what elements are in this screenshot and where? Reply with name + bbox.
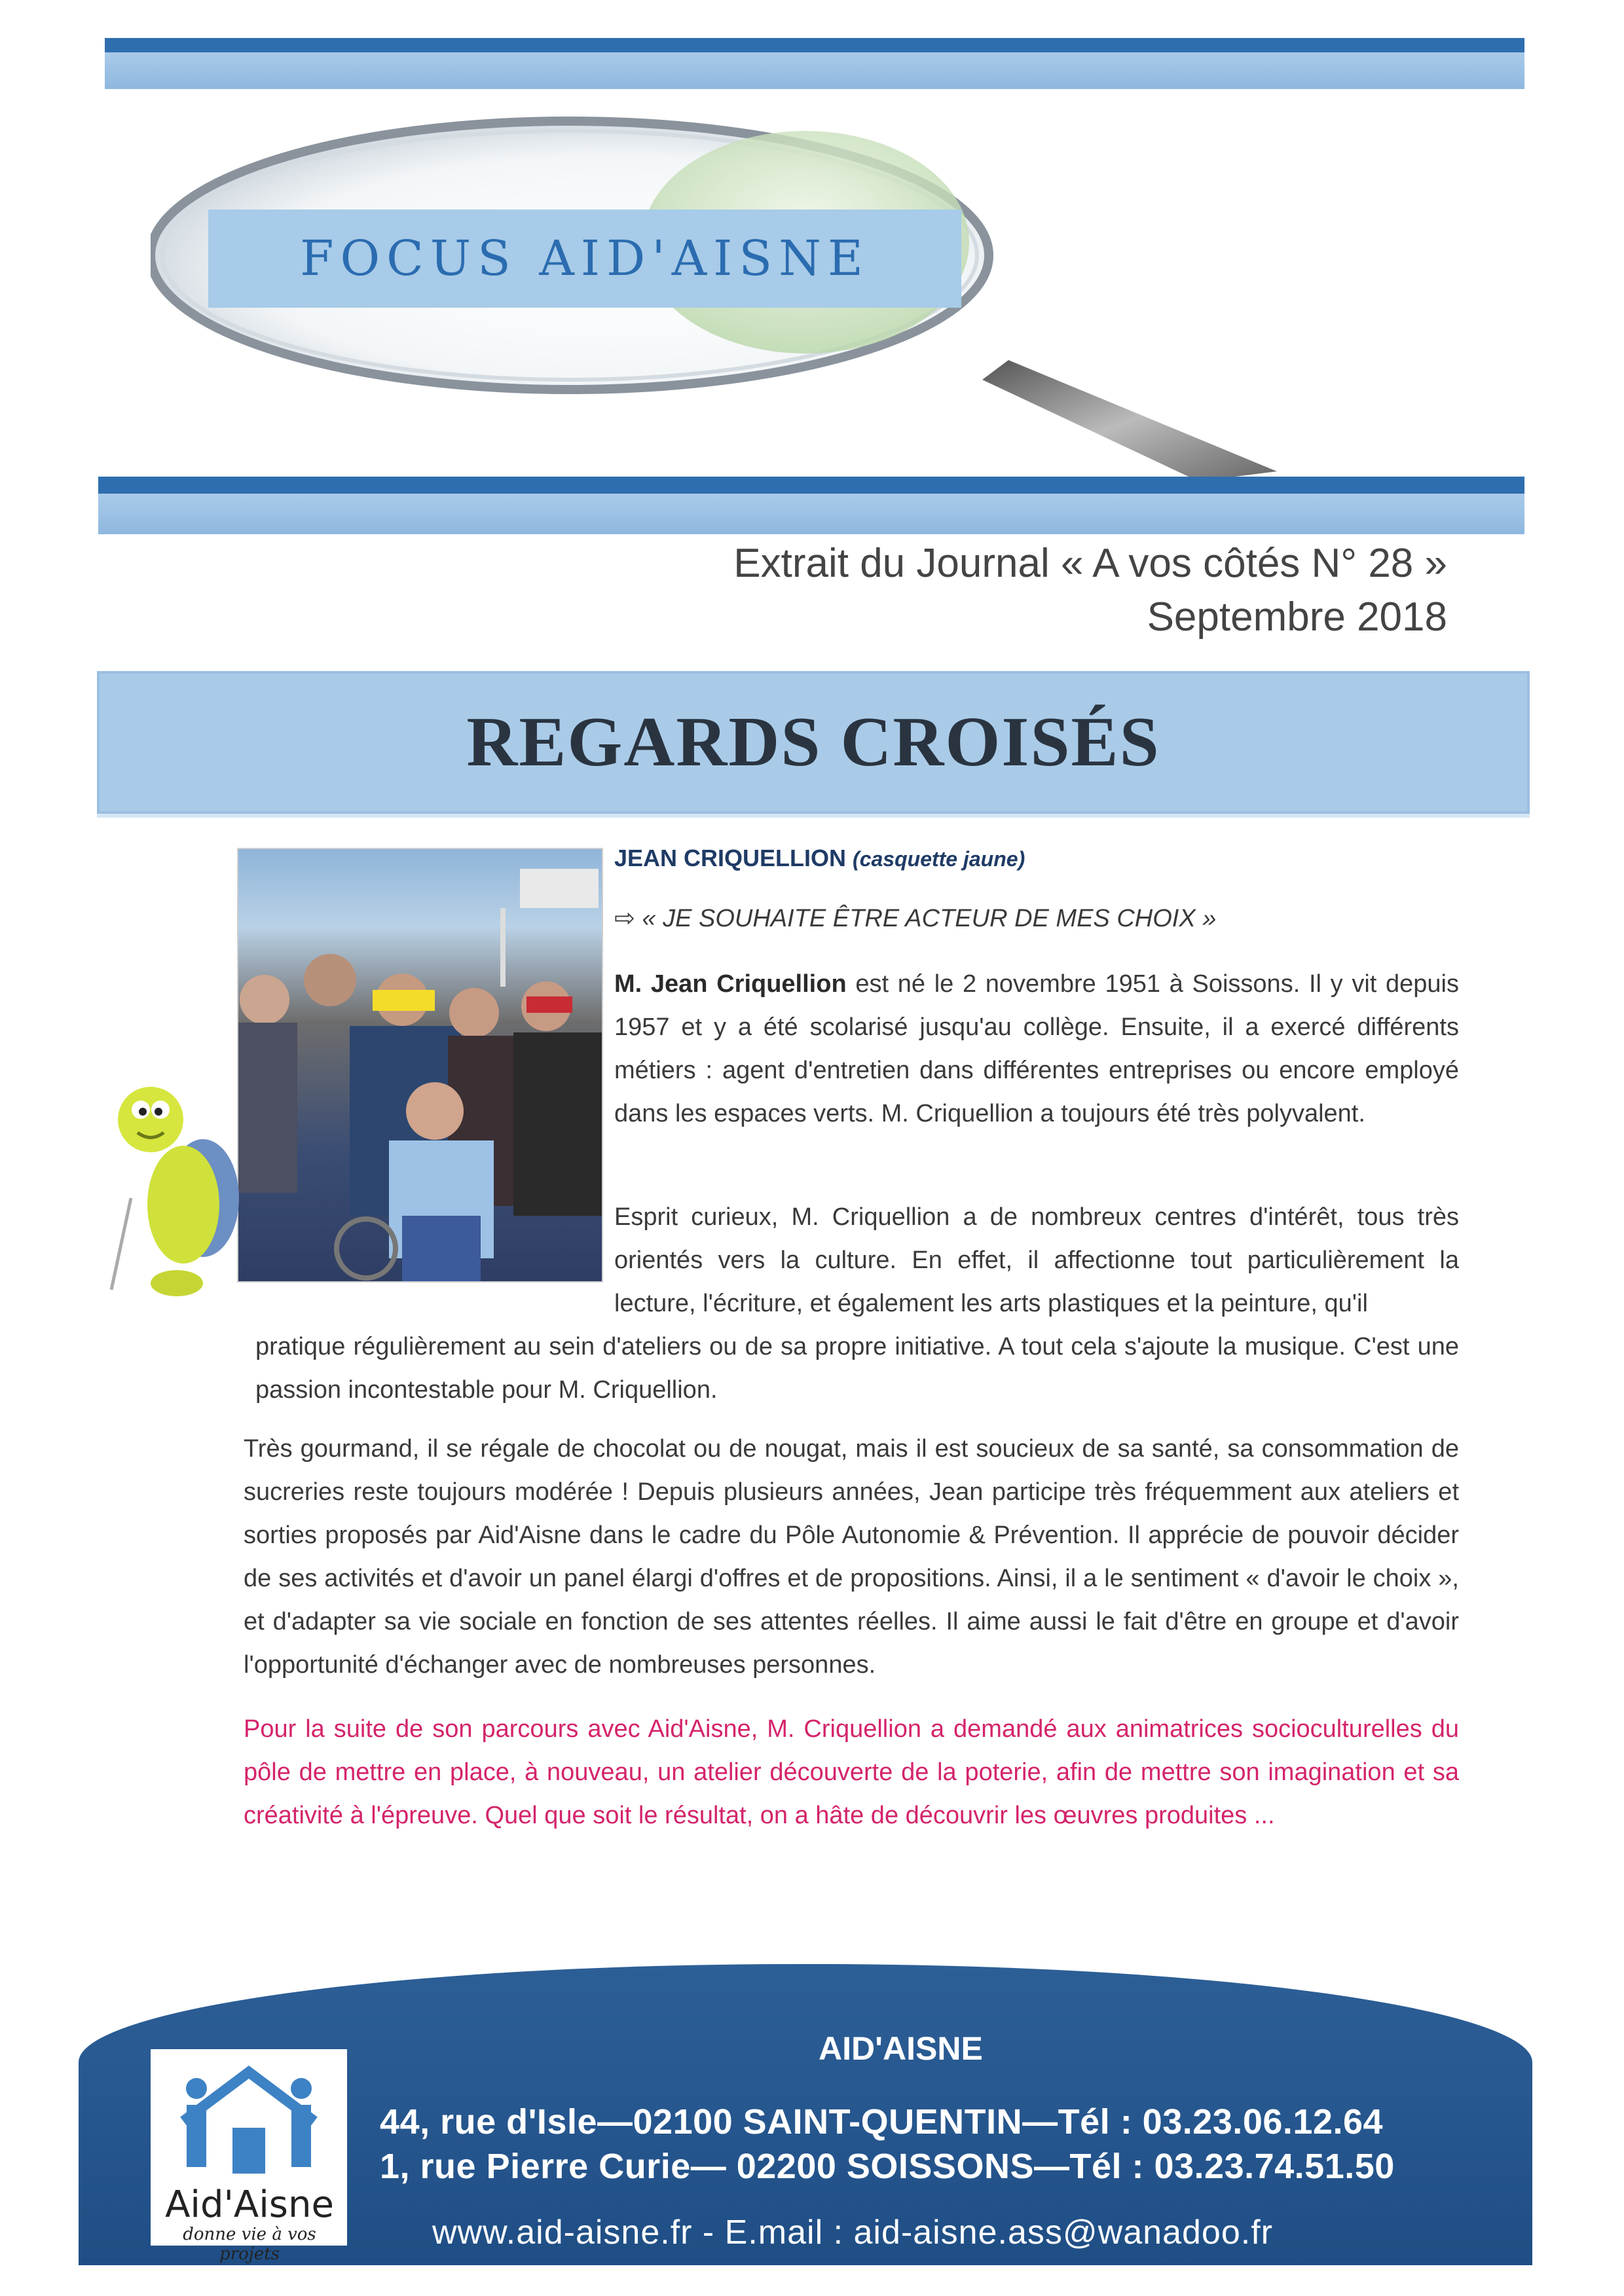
issue-date: Septembre 2018 [1147,594,1447,640]
issue-line: Extrait du Journal « A vos côtés N° 28 » [733,541,1447,586]
section-title: REGARDS CROISÉS [466,703,1160,781]
person-name: JEAN CRIQUELLION [614,845,847,871]
section-title-box [97,671,1530,814]
person-quote: ⇨ « JE SOUHAITE ÊTRE ACTEUR DE MES CHOIX » [614,905,1217,932]
paragraph-1 [614,962,1459,1135]
paragraph-4-highlight: Pour la suite de son parcours avec Aid'Aisne, M. Criquellion a demandé aux animatrices socioculturelles du pôle de mettre en place, à nouveau, un atelier découverte de la poterie, afin de mettre son imagination et sa créativité à l'épreuve. Quel que soit le résultat, on a hâte de découvrir les œuvres produites ... [244,1715,1459,1829]
paragraph-1-text: est né le 2 novembre 1951 à Soissons. Il y vit depuis 1957 et y a été scolarisé jusqu'au collège. Ensuite, il a exercé différents métiers : agent d'entretien dans différentes entreprises ou encore employé dans les espaces verts. M. Criquellion a toujours été très polyvalent. [614,970,1459,1127]
logo-text: Aid'Aisne [165,2183,334,2226]
header-band-light [105,52,1524,89]
paragraph-2-part-2: pratique régulièrement au sein d'ateliers ou de sa propre initiative. A tout cela s'ajoute la musique. C'est une passion incontestable pour M. Criquellion. [255,1333,1459,1404]
paragraph-3: Très gourmand, il se régale de chocolat ou de nougat, mais il est soucieux de sa santé, sa consommation de sucreries reste toujours modérée ! Depuis plusieurs années, Jean participe très fréquemment aux ateliers et sorties proposés par Aid'Aisne dans le cadre du Pôle Autonomie & Prévention. Il apprécie de pouvoir décider de ses activités et d'avoir un panel élargi d'offres et de propositions. Ainsi, il a le sentiment « d'avoir le choix », et d'adapter sa vie sociale en fonction de ses attentes réelles. Il aime aussi le fait d'être en groupe et d'avoir l'opportunité d'échanger avec de nombreuses personnes. [244,1435,1459,1679]
mid-band-dark [98,477,1524,494]
person-subtitle: (casquette jaune) [853,847,1025,871]
header-band-dark [105,38,1524,52]
issue-info [733,537,1447,644]
footer-address-soissons: 1, rue Pierre Curie— 02200 SOISSONS—Tél : 03.23.74.51.50 [380,2147,1395,2186]
turtle-mascot-icon [105,1048,249,1309]
logo-tagline: donne vie à vos projets [183,2225,316,2264]
paragraph-1-lead: M. Jean Criquellion [614,970,847,998]
footer-org-name: AID'AISNE [819,2030,983,2067]
aid-aisne-logo [151,2049,347,2264]
footer-address-saint-quentin: 44, rue d'Isle—02100 SAINT-QUENTIN—Tél : 03.23.06.12.64 [380,2102,1384,2141]
paragraph-2-part-1: Esprit curieux, M. Criquellion a de nombreux centres d'intérêt, tous très orientés vers la culture. En effet, il affectionne tout particulièrement la lecture, l'écriture, et également les arts plastiques et la peinture, qu'il [614,1203,1459,1317]
mid-band-light [98,494,1524,534]
footer-web-email[interactable]: www.aid-aisne.fr - E.mail : aid-aisne.ass@wanadoo.fr [432,2214,1273,2251]
focus-title: FOCUS AID'AISNE [300,230,870,287]
person-heading [614,845,1025,872]
group-photo [237,848,603,1283]
focus-banner [208,210,961,308]
